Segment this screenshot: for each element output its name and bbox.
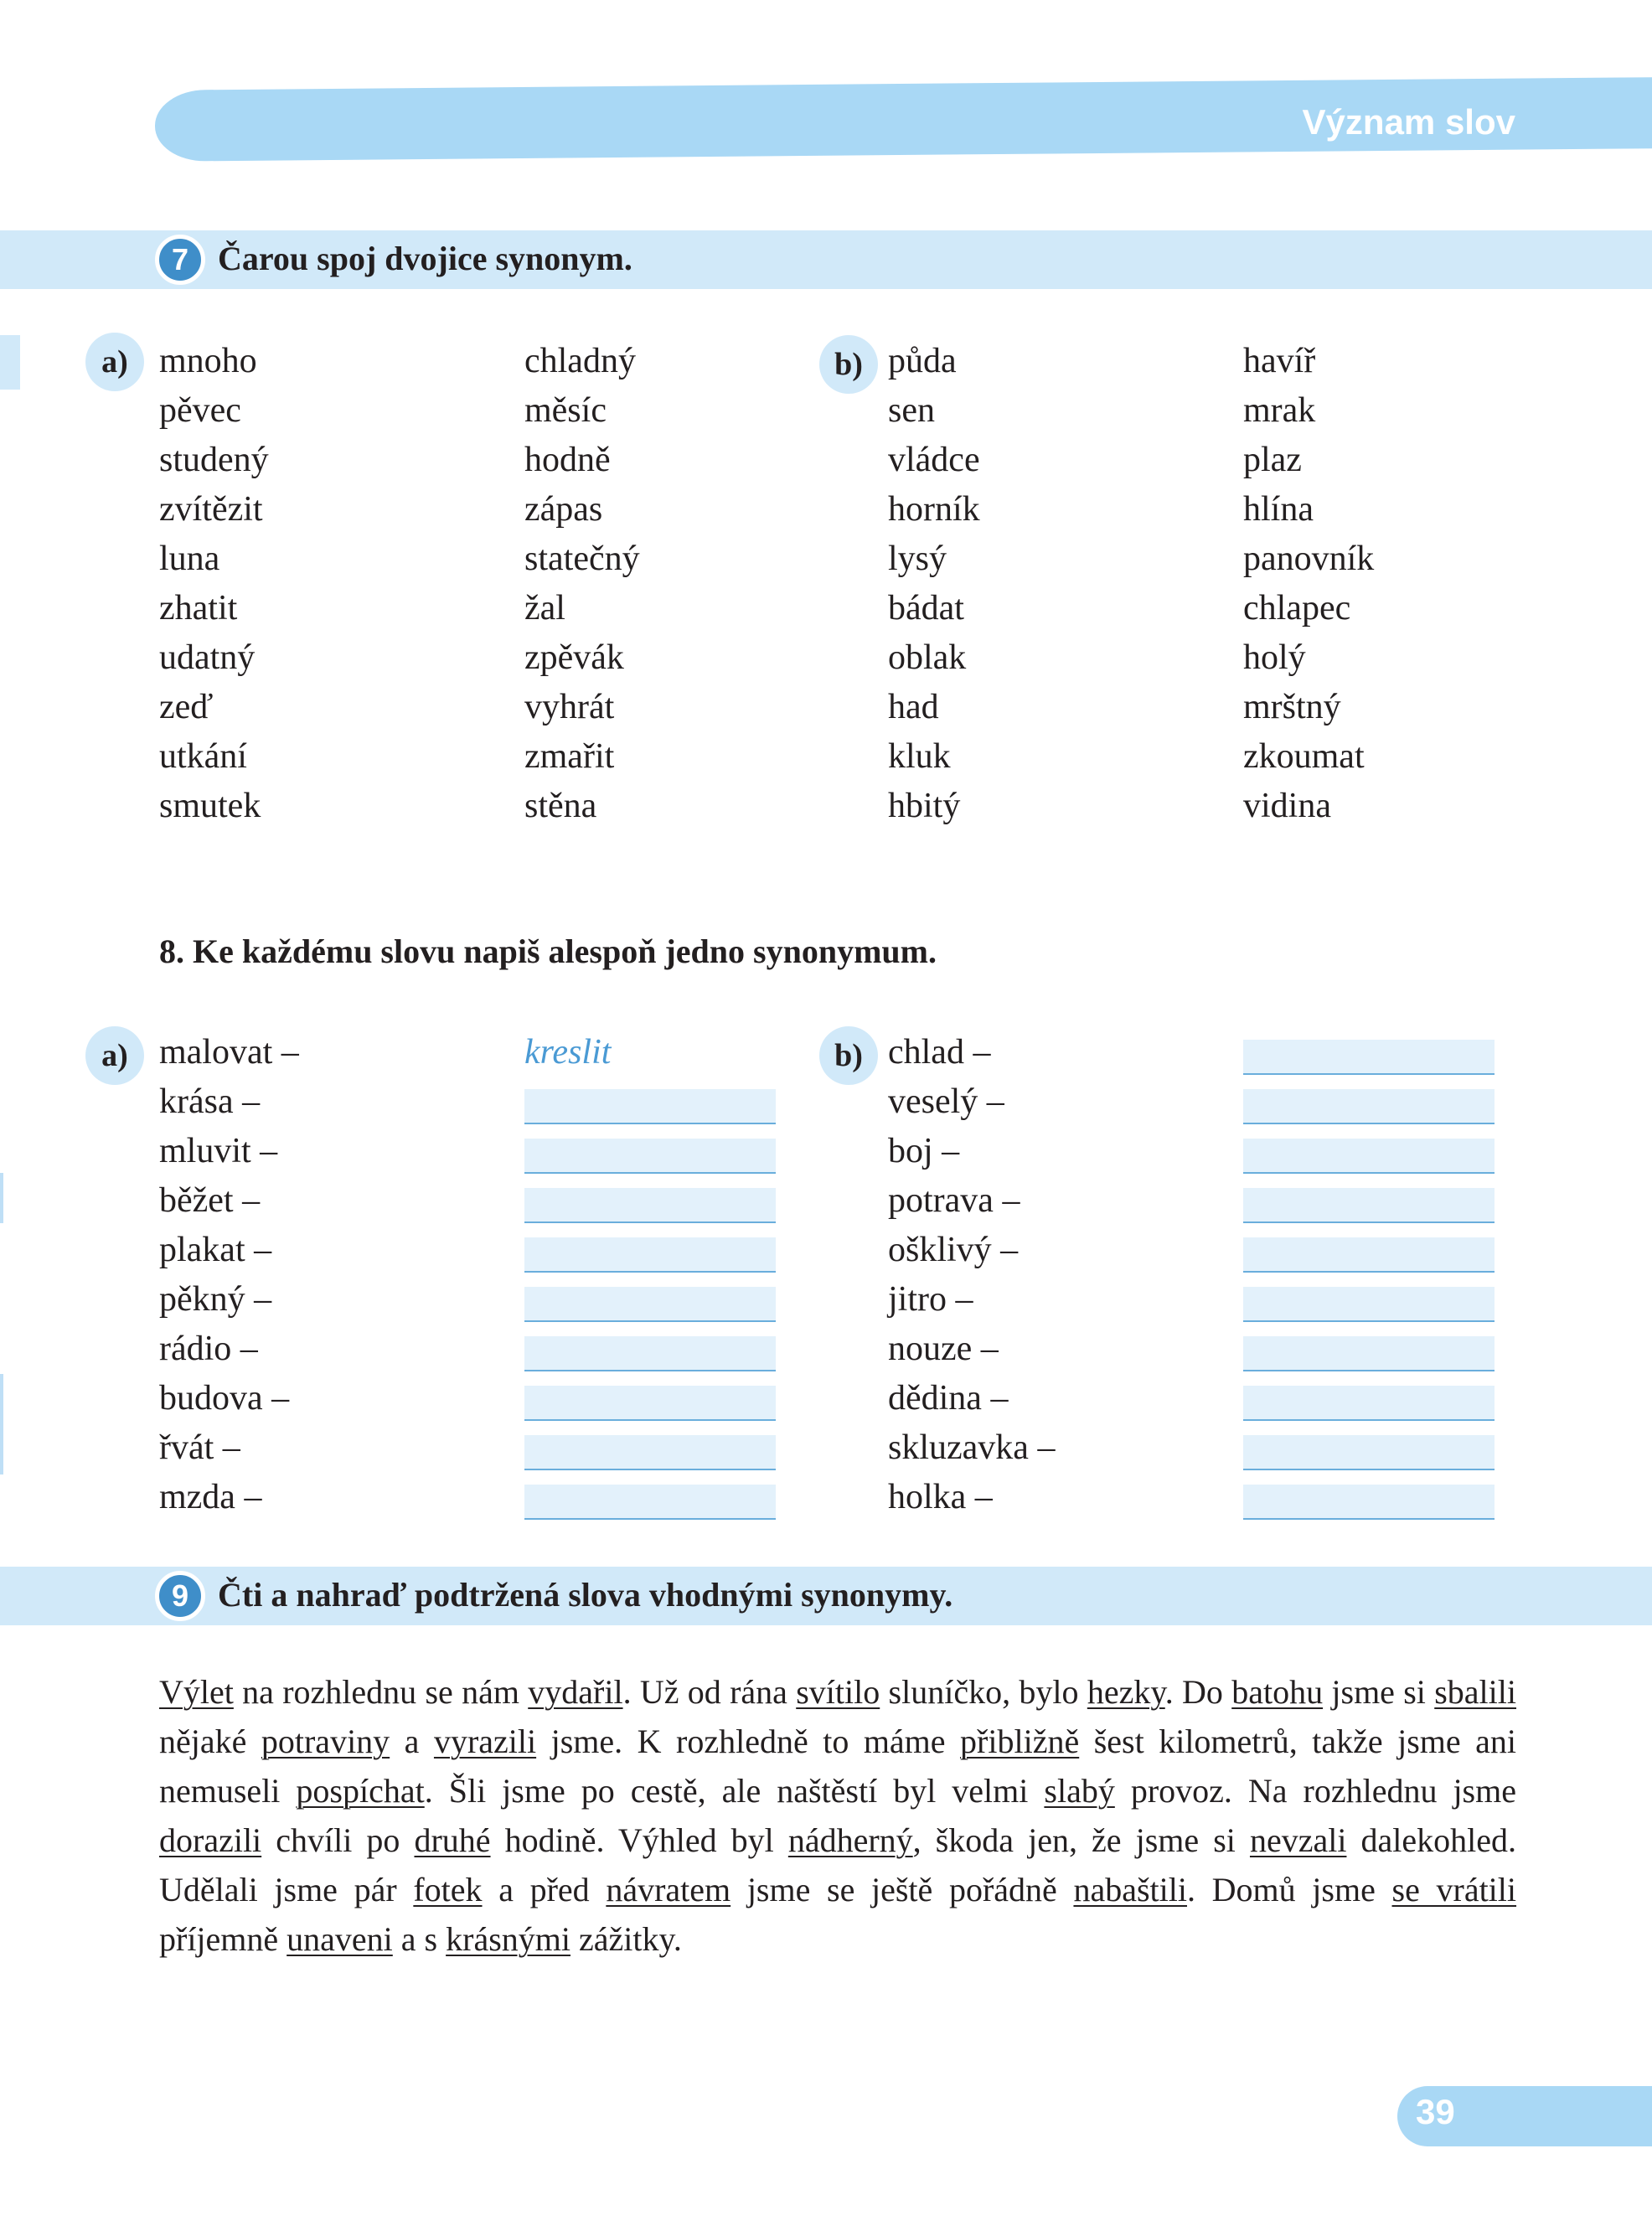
word-item: stěna [524, 787, 597, 825]
answer-blank[interactable] [524, 1435, 776, 1470]
task-7-instruction: Čarou spoj dvojice synonym. [218, 240, 632, 277]
underlined-word: vydařil [528, 1673, 623, 1711]
answer-blank[interactable] [1243, 1287, 1495, 1322]
word-item: plaz [1243, 441, 1302, 479]
answer-blank[interactable] [1243, 1485, 1495, 1520]
answer-row [1243, 1473, 1495, 1522]
answer-blank[interactable] [1243, 1139, 1495, 1174]
word-item: pěvec [159, 391, 241, 430]
underlined-word: svítilo [796, 1673, 880, 1711]
underlined-word: vyrazili [433, 1722, 537, 1760]
answer-row [1243, 1325, 1495, 1374]
word-item: zhatit [159, 589, 238, 628]
answer-blank[interactable] [1243, 1089, 1495, 1124]
answer-blank[interactable] [1243, 1188, 1495, 1223]
word-item: nouze – [888, 1330, 999, 1368]
answer-row [524, 1325, 776, 1374]
word-item: hlína [1243, 490, 1314, 529]
underlined-word: sbalili [1434, 1673, 1516, 1711]
underlined-word: hezky [1087, 1673, 1165, 1711]
task-9-instruction: Čti a nahraď podtržená slova vhodnými synonymy. [218, 1576, 953, 1614]
underlined-word: batohu [1231, 1673, 1324, 1711]
task-8-b-words [888, 1028, 1055, 1522]
task-9-number: 9 [155, 1571, 205, 1621]
word-item: zmařit [524, 737, 615, 776]
word-item: boj – [888, 1132, 960, 1170]
word-item: mluvit – [159, 1132, 278, 1170]
word-item: zápas [524, 490, 603, 529]
word-item: sen [888, 391, 935, 430]
answer-row [524, 1374, 776, 1423]
underlined-word: potraviny [261, 1722, 390, 1760]
underlined-word: přibližně [960, 1722, 1080, 1760]
word-item: havíř [1243, 342, 1316, 380]
underlined-word: nevzali [1249, 1821, 1347, 1859]
word-item: běžet – [159, 1181, 261, 1220]
answer-row [1243, 1176, 1495, 1226]
underlined-word: unaveni [287, 1920, 393, 1958]
word-item: zkoumat [1243, 737, 1365, 776]
word-item: vidina [1243, 787, 1331, 825]
task-8-part-b-label: b) [819, 1026, 878, 1085]
word-item: měsíc [524, 391, 607, 430]
underlined-word: krásnými [446, 1920, 570, 1958]
answer-blank[interactable] [524, 1336, 776, 1371]
task-8-b-answers [1243, 1028, 1495, 1522]
word-item: řvát – [159, 1428, 240, 1467]
side-edge-mark [0, 1374, 3, 1475]
answer-row [1243, 1423, 1495, 1473]
task-7-number: 7 [155, 235, 205, 285]
task-7-part-a-label: a) [85, 333, 144, 391]
underlined-word: pospíchat [296, 1772, 425, 1810]
task-7-a-right-column [524, 337, 640, 831]
answer-row [1243, 1127, 1495, 1176]
answer-row [524, 1473, 776, 1522]
side-edge-mark [0, 1173, 3, 1223]
word-item: pěkný – [159, 1280, 272, 1319]
word-item: žal [524, 589, 565, 628]
task-9-story: Výlet na rozhlednu se nám vydařil. Už od rána svítilo sluníčko, bylo hezky. Do batohu jsme si sbalili nějaké potraviny a vyrazili jsme. K rozhledně to máme přibližně šest kilometrů, takže jsme ani nemuseli pospíchat. Šli jsme po cestě, ale naštěstí byl velmi slabý provoz. Na rozhlednu jsme dorazili chvíli po druhé hodině. Výhled byl nádherný, škoda jen, že jsme si nevzali dalekohled. Udělali jsme pár fotek a před návratem jsme se ještě pořádně nabaštili. Domů jsme se vrátili příjemně unaveni a s krásnými zážitky. [159, 1673, 1517, 1958]
word-item: vládce [888, 441, 980, 479]
answer-blank[interactable] [524, 1089, 776, 1124]
word-item: plakat – [159, 1231, 272, 1269]
answer-row [1243, 1028, 1495, 1077]
answer-blank[interactable] [524, 1237, 776, 1273]
word-item: hbitý [888, 787, 961, 825]
answer-blank[interactable] [1243, 1040, 1495, 1075]
word-item: krása – [159, 1082, 261, 1121]
word-item: zpěvák [524, 638, 624, 677]
underlined-word: nádherný [787, 1821, 913, 1859]
underlined-word: nabaštili [1073, 1871, 1187, 1908]
page-number: 39 [1416, 2092, 1455, 2131]
word-item: holka – [888, 1478, 993, 1516]
answer-row [1243, 1275, 1495, 1325]
answer-row [1243, 1226, 1495, 1275]
word-item: mrštný [1243, 688, 1341, 726]
answer-blank[interactable] [524, 1485, 776, 1520]
word-item: jitro – [888, 1280, 973, 1319]
word-item: horník [888, 490, 980, 529]
word-item: chladný [524, 342, 636, 380]
underlined-word: se vrátili [1391, 1871, 1517, 1908]
word-item: chlapec [1243, 589, 1351, 628]
answer-blank[interactable] [1243, 1237, 1495, 1273]
answer-row [1243, 1077, 1495, 1127]
underlined-word: slabý [1044, 1772, 1115, 1810]
task-8-instruction: 8. Ke každému slovu napiš alespoň jedno synonymum. [159, 932, 937, 970]
word-item: chlad – [888, 1033, 991, 1072]
underlined-word: dorazili [159, 1821, 262, 1859]
task-7-b-right-column [1243, 337, 1374, 831]
answer-row [524, 1226, 776, 1275]
word-item: mrak [1243, 391, 1316, 430]
answer-row [524, 1077, 776, 1127]
task-7-b-left-column [888, 337, 980, 831]
word-item: oblak [888, 638, 967, 677]
answer-blank[interactable] [524, 1287, 776, 1322]
word-item: hodně [524, 441, 611, 479]
word-item: budova – [159, 1379, 290, 1418]
answer-blank[interactable] [524, 1386, 776, 1421]
word-item: kluk [888, 737, 951, 776]
word-item: had [888, 688, 939, 726]
word-item: potrava – [888, 1181, 1020, 1220]
word-item: malovat – [159, 1033, 299, 1072]
answer-blank[interactable] [1243, 1386, 1495, 1421]
word-item: rádio – [159, 1330, 258, 1368]
word-item: veselý – [888, 1082, 1004, 1121]
word-item: bádat [888, 589, 964, 628]
underlined-word: Výlet [159, 1673, 234, 1711]
answer-row [524, 1423, 776, 1473]
example-answer: kreslit [524, 1033, 612, 1072]
word-item: luna [159, 540, 220, 578]
task-8-a-words [159, 1028, 299, 1522]
word-item: ošklivý – [888, 1231, 1019, 1269]
underlined-word: druhé [414, 1821, 491, 1859]
answer-blank[interactable] [1243, 1435, 1495, 1470]
word-item: lysý [888, 540, 947, 578]
task-8-a-answers [524, 1028, 776, 1522]
word-item: panovník [1243, 540, 1375, 578]
word-item: zvítězit [159, 490, 263, 529]
word-item: utkání [159, 737, 247, 776]
section-title: Význam slov [1302, 102, 1515, 142]
answer-row [524, 1176, 776, 1226]
word-item: smutek [159, 787, 261, 825]
task-8-part-a-label: a) [85, 1026, 144, 1085]
word-item: půda [888, 342, 957, 380]
answer-blank[interactable] [1243, 1336, 1495, 1371]
word-item: vyhrát [524, 688, 615, 726]
underlined-word: návratem [606, 1871, 731, 1908]
word-item: udatný [159, 638, 256, 677]
answer-blank[interactable] [524, 1188, 776, 1223]
answer-row [524, 1275, 776, 1325]
word-item: mzda – [159, 1478, 262, 1516]
word-item: studený [159, 441, 269, 479]
task-7-part-b-label: b) [819, 335, 878, 394]
answer-row [524, 1028, 776, 1077]
answer-row [524, 1127, 776, 1176]
underlined-word: fotek [413, 1871, 483, 1908]
word-item: zeď [159, 688, 214, 726]
word-item: statečný [524, 540, 640, 578]
side-tab-marker [0, 335, 20, 390]
word-item: skluzavka – [888, 1428, 1056, 1467]
word-item: mnoho [159, 342, 257, 380]
word-item: holý [1243, 638, 1306, 677]
answer-row [1243, 1374, 1495, 1423]
word-item: dědina – [888, 1379, 1009, 1418]
task-7-a-left-column [159, 337, 269, 831]
answer-blank[interactable] [524, 1139, 776, 1174]
